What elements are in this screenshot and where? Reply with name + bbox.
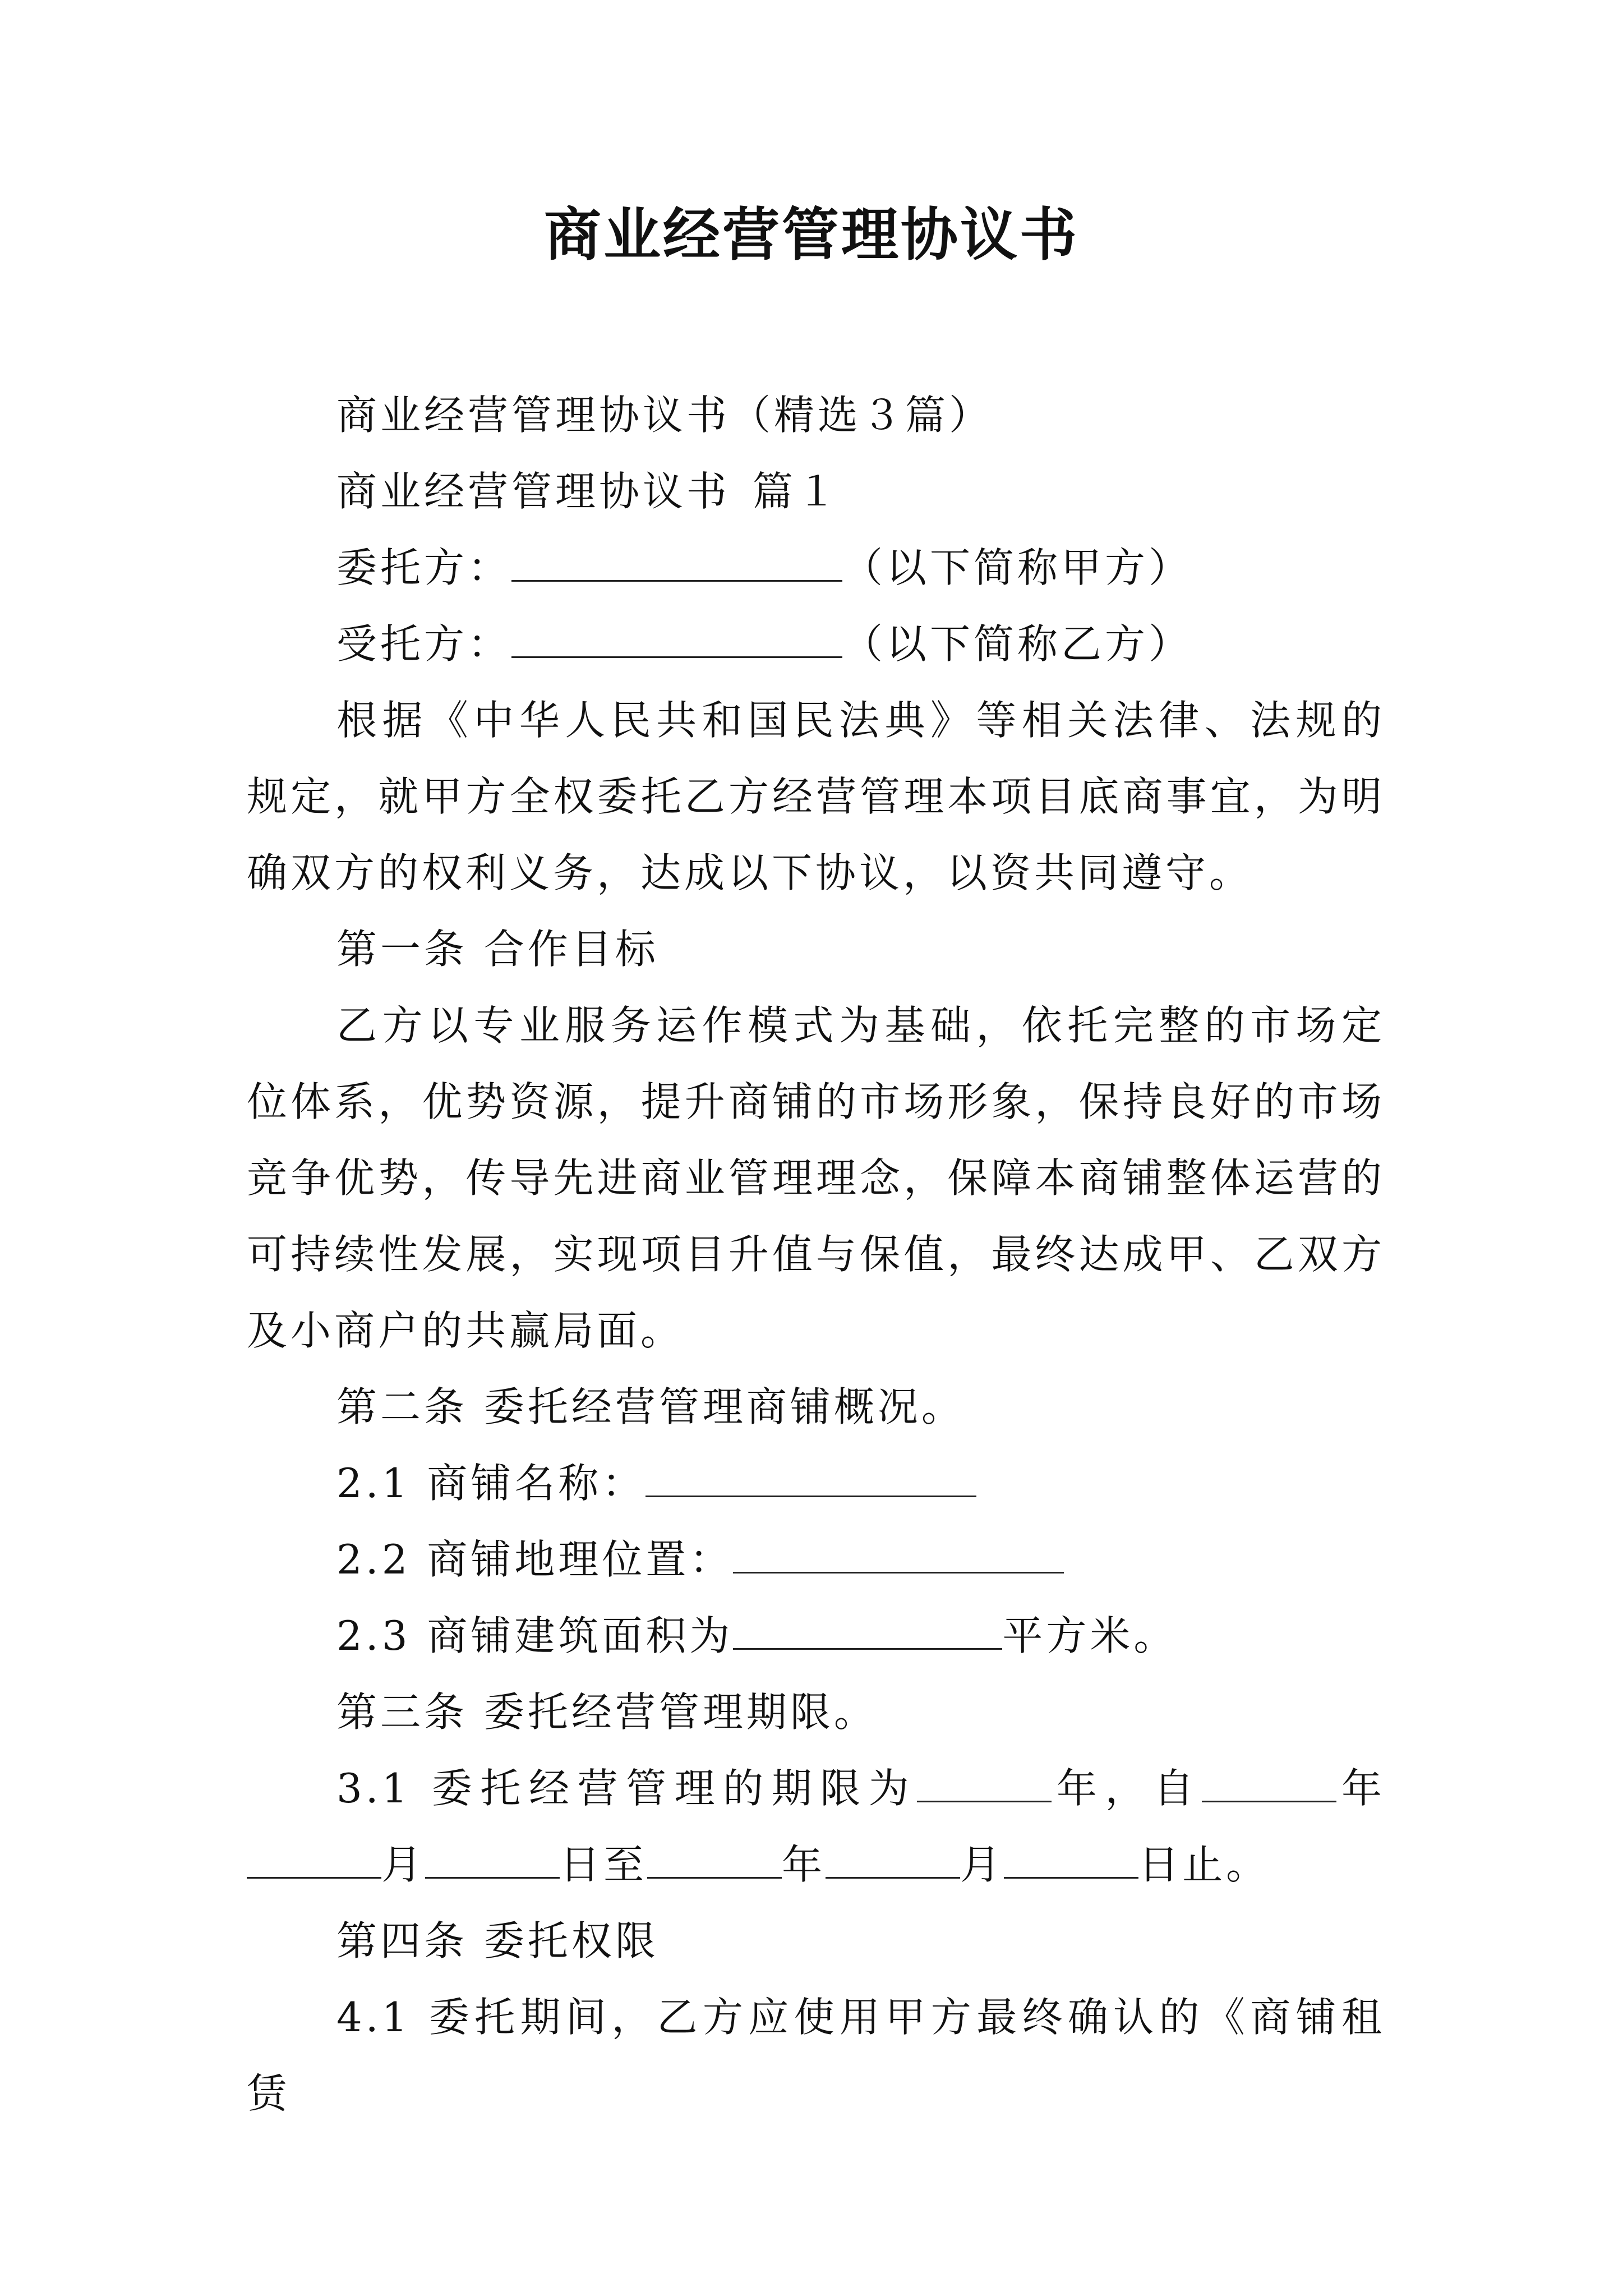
paragraph-agent (247, 606, 1385, 682)
paragraph-part-heading (247, 453, 1385, 530)
document-body (247, 377, 1385, 2132)
agent-blank (511, 622, 842, 658)
start-year-blank (1202, 1766, 1336, 1802)
article-1-body: 乙方以专业服务运作模式为基础，依托完整的市场定位体系，优势资源，提升商铺的市场形象，保持良好的市场竞争优势，传导先进商业管理理念，保障本商铺整体运营的可持续性发展，实现项目升值与保值，最终达成甲、乙双方及小商户的共赢局面。 (247, 1002, 1385, 1354)
clause-3-1-end: 日止。 (1138, 1841, 1270, 1888)
article-3-heading: 第三条 委托经营管理期限。 (336, 1688, 878, 1736)
paragraph-preamble: 根据《中华人民共和国民法典》等相关法律、法规的规定，就甲方全权委托乙方经营管理本项目底商事宜，为明确双方的权利义务，达成以下协议，以资共同遵守。 (247, 697, 1385, 896)
principal-blank (511, 545, 842, 582)
article-1-heading: 第一条 合作目标 (336, 926, 659, 973)
shop-area-blank (733, 1613, 1002, 1650)
agent-label: 受托方： (336, 620, 512, 668)
shop-name-blank (645, 1461, 976, 1497)
end-year-blank (647, 1842, 782, 1879)
agent-note: （以下简称乙方） (842, 620, 1193, 668)
clause-2-2 (247, 1521, 1385, 1598)
part-title: 商业经营管理协议书 (336, 468, 731, 515)
clause-3-1-label: 3.1 委托经营管理的期限为 (336, 1765, 917, 1812)
clause-3-1-end-month: 月 (960, 1841, 1004, 1888)
clause-2-1 (247, 1445, 1385, 1521)
end-day-blank (1004, 1842, 1138, 1879)
principal-note: （以下简称甲方） (842, 544, 1193, 591)
clause-2-2-label: 2.2 商铺地理位置： (336, 1536, 734, 1583)
clause-2-3 (247, 1598, 1385, 1674)
article-2-heading: 第二条 委托经营管理商铺概况。 (336, 1383, 965, 1430)
clause-3-1-from: 年，自 (1052, 1765, 1202, 1812)
article-4-heading: 第四条 委托权限 (336, 1917, 659, 1964)
start-month-blank (247, 1842, 381, 1879)
clause-2-3-label: 2.3 商铺建筑面积为 (336, 1612, 734, 1659)
clause-4-1: 4.1 委托期间，乙方应使用甲方最终确认的《商铺租赁 (247, 1994, 1385, 2117)
clause-3-1-month: 月 (381, 1841, 426, 1888)
clause-3-1-year: 年 (1336, 1765, 1385, 1812)
paragraph-principal (247, 530, 1385, 606)
clause-3-1-to: 日至 (560, 1841, 648, 1888)
document-title: 商业经营管理协议书 (544, 202, 1079, 269)
end-month-blank (826, 1842, 960, 1879)
start-day-blank (425, 1842, 560, 1879)
shop-location-blank (733, 1537, 1064, 1573)
principal-label: 委托方： (336, 544, 512, 591)
clause-2-1-label: 2.1 商铺名称： (336, 1460, 646, 1507)
clause-3-1-end-year: 年 (782, 1841, 826, 1888)
part-number: 篇１ (753, 468, 841, 515)
term-years-blank (917, 1766, 1052, 1802)
clause-2-3-unit: 平方米。 (1002, 1612, 1178, 1659)
clause-3-1 (247, 1750, 1385, 1903)
paragraph-subtitle: 商业经营管理协议书（精选３篇） (336, 392, 993, 439)
